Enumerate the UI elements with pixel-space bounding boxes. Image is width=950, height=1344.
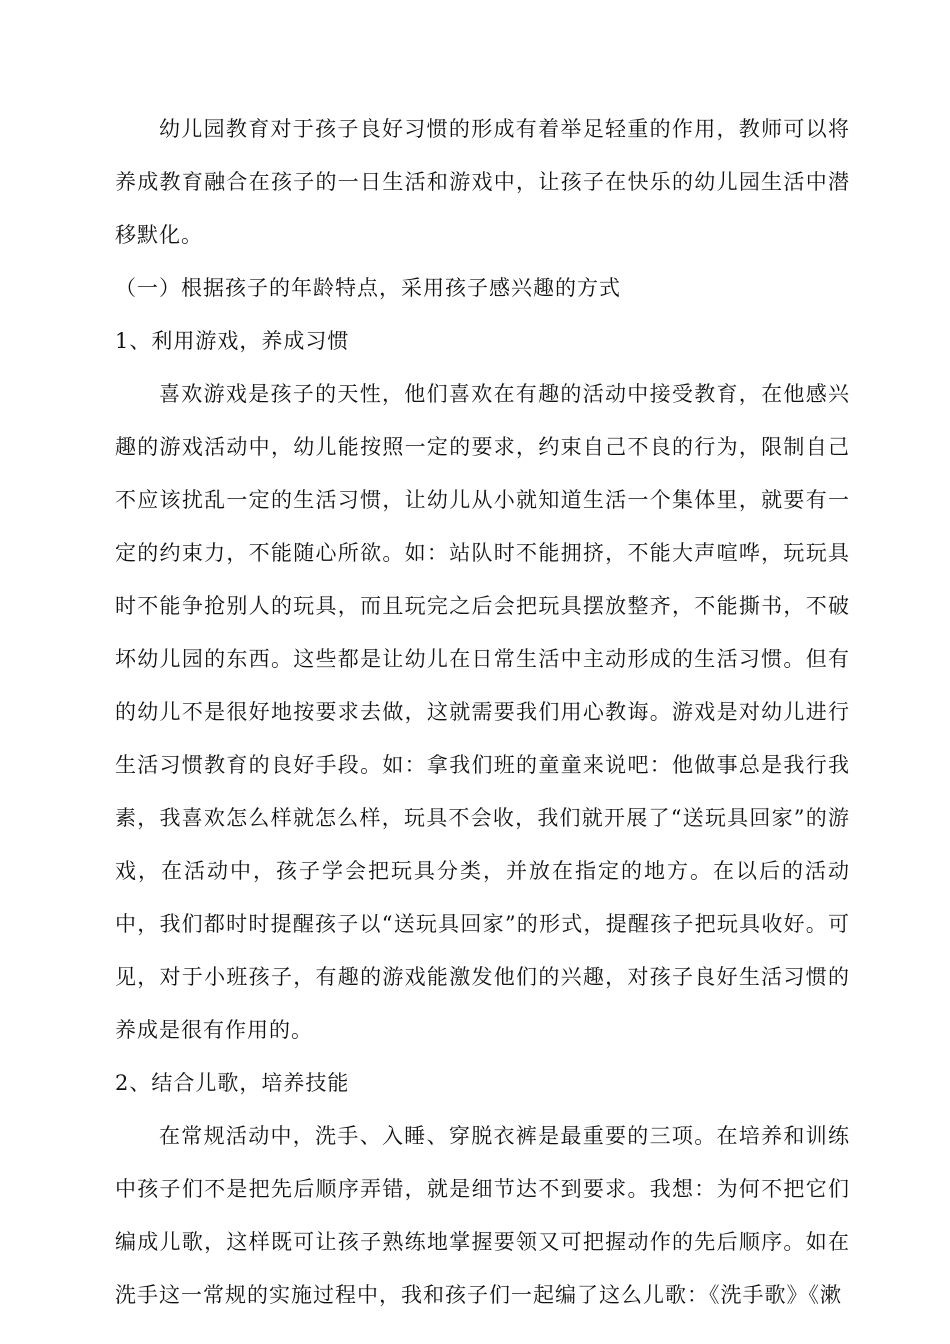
subsection-heading-games: 1、利用游戏，养成习惯 [115, 329, 350, 353]
games-paragraph: 喜欢游戏是孩子的天性，他们喜欢在有趣的活动中接受教育，在他感兴趣的游戏活动中，幼儿能按照一定的要求，约束自己不良的行为，限制自己不应该扰乱一定的生活习惯，让幼儿从小就知道生活一个集体里，就要有一定的约束力，不能随心所欲。如：站队时不能拥挤，不能大声喧哗，玩玩具时不能争抢别人的玩具，而且玩完之后会把玩具摆放整齐，不能撕书，不破坏幼儿园的东西。这些都是让幼儿在日常生活中主动形成的生活习惯。但有的幼儿不是很好地按要求去做，这就需要我们用心教诲。游戏是对幼儿进行生活习惯教育的良好手段。如：拿我们班的童童来说吧：他做事总是我行我素，我喜欢怎么样就怎么样，玩具不会收，我们就开展了“送玩具回家”的游戏，在活动中，孩子学会把玩具分类，并放在指定的地方。在以后的活动中，我们都时时提醒孩子以“送玩具回家”的形式，提醒孩子把玩具收好。可见，对于小班孩子，有趣的游戏能激发他们的兴趣，对孩子良好生活习惯的养成是很有作用的。 [115, 382, 850, 1042]
intro-paragraph: 幼儿园教育对于孩子良好习惯的形成有着举足轻重的作用，教师可以将养成教育融合在孩子的一日生活和游戏中，让孩子在快乐的幼儿园生活中潜移默化。 [115, 117, 850, 247]
document-body [115, 103, 850, 1322]
songs-paragraph: 在常规活动中，洗手、入睡、穿脱衣裤是最重要的三项。在培养和训练中孩子们不是把先后顺序弄错，就是细节达不到要求。我想：为何不把它们编成儿歌，这样既可让孩子熟练地掌握要领又可把握动作的先后顺序。如在洗手这一常规的实施过程中，我和孩子们一起编了这么儿歌：《洗手歌》《漱 [115, 1124, 850, 1307]
subsection-heading-songs: 2、结合儿歌，培养技能 [115, 1071, 350, 1095]
section-heading-1: （一）根据孩子的年龄特点，采用孩子感兴趣的方式 [115, 276, 621, 300]
